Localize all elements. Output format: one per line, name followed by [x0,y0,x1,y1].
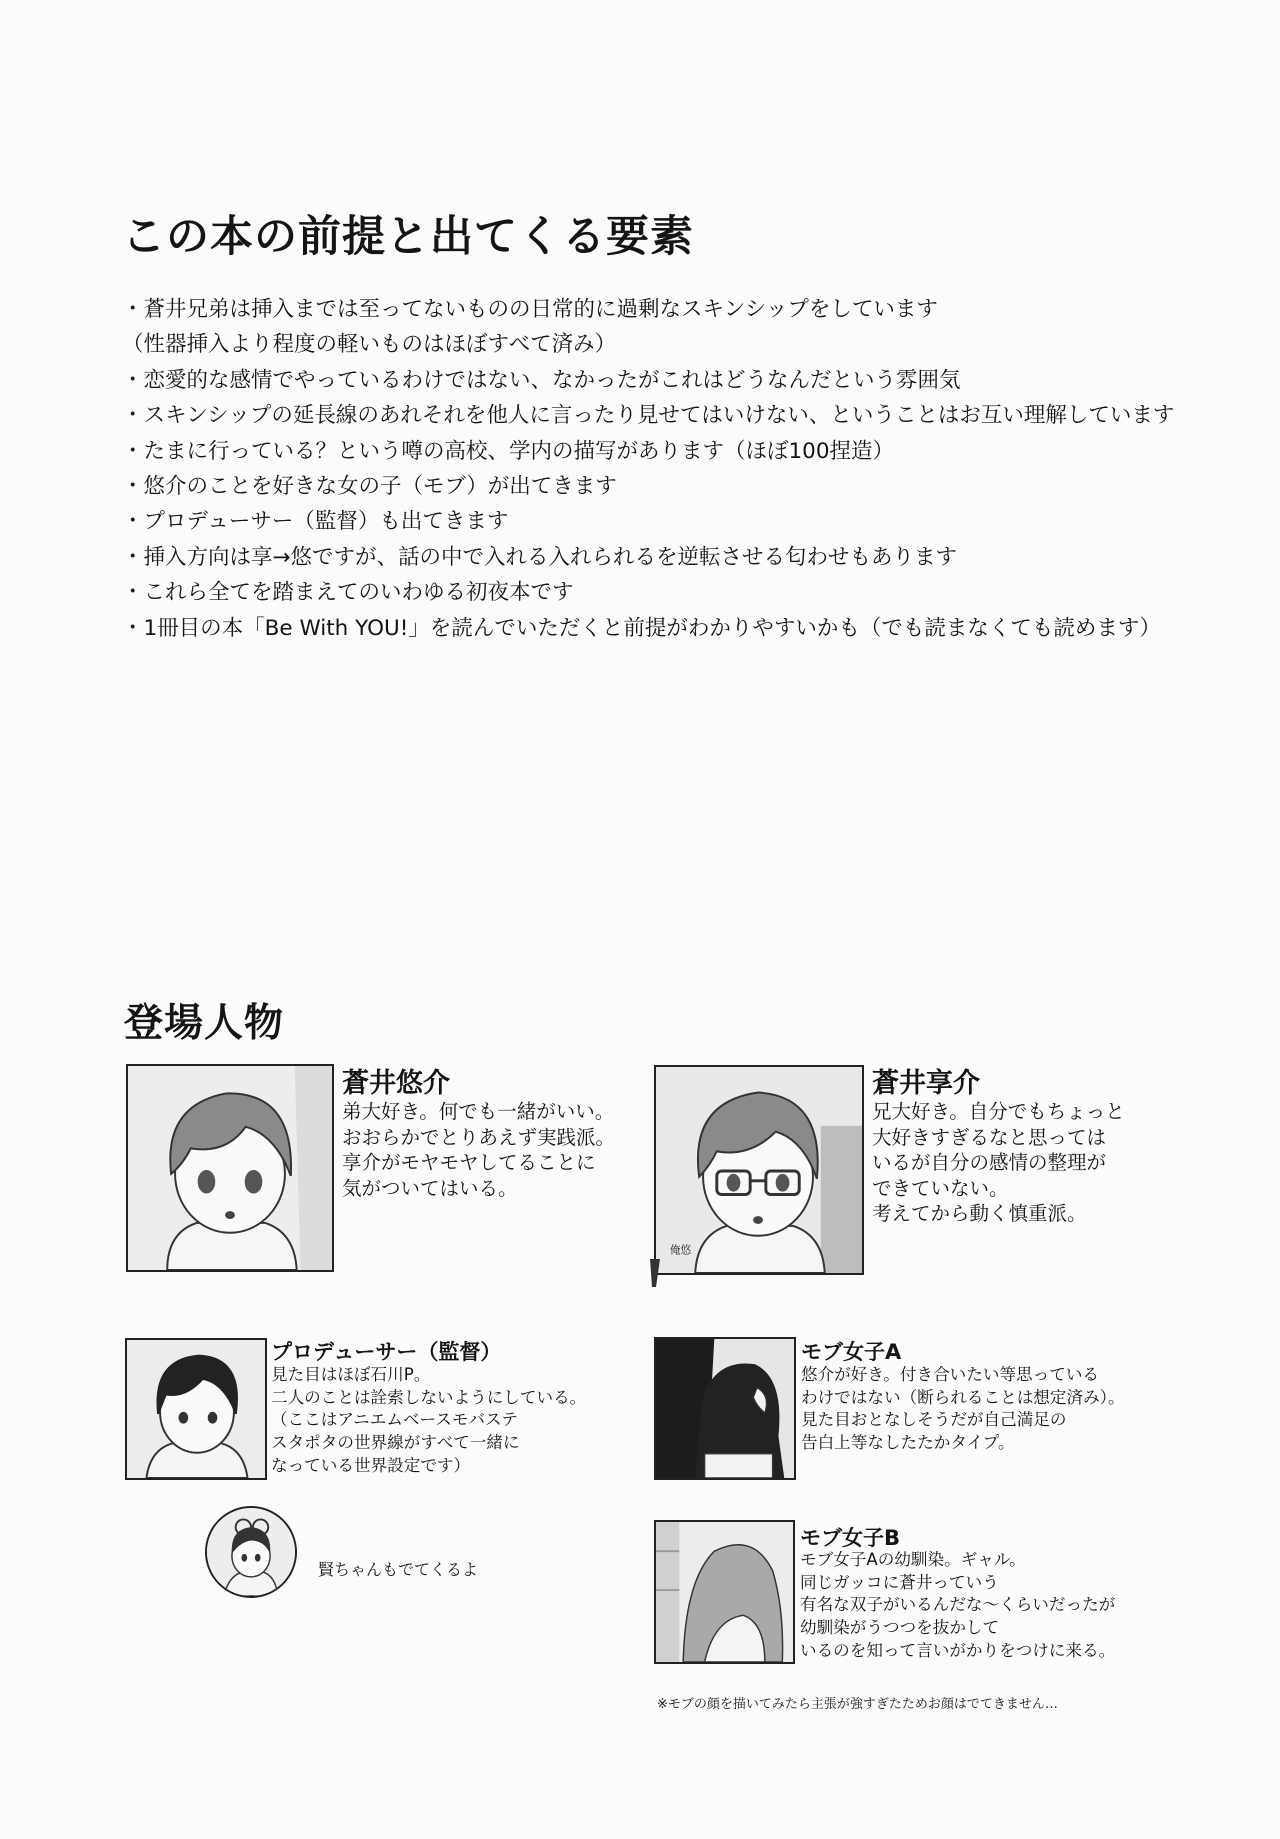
producer-portrait [125,1338,267,1480]
premise-item: ・恋愛的な感情でやっているわけではない、なかったがこれはどうなんだという雰囲気 [122,367,961,393]
premise-item: ・悠介のことを好きな女の子（モブ）が出てきます [122,473,617,499]
premise-item: ・挿入方向は享→悠ですが、話の中で入れる入れられるを逆転させる匂わせもあります [122,544,958,570]
description-line: 二人のことは詮索しないようにしている。 [271,1387,587,1407]
premise-item: （性器挿入より程度の軽いものはほぼすべて済み） [122,332,617,358]
description-line: モブ女子Aの幼馴染。ギャル。 [800,1550,1026,1569]
characters-heading: 登場人物 [124,1001,285,1046]
description-line: 幼馴染がうつつを抜かして [800,1618,1000,1638]
mob-a-portrait [654,1337,796,1480]
mob-b-portrait [654,1520,795,1664]
character-name: プロデューサー（監督） [271,1340,502,1364]
description-line: 考えてから動く慎重派。 [872,1202,1087,1225]
description-line: （ここはアニエムベースモバステ [271,1410,518,1430]
description-line: 同じガッコに蒼井っていう [800,1572,999,1592]
premise-item: ・スキンシップの延長線のあれそれを他人に言ったり見せてはいけない、ということはお互い理解しています [122,403,1175,429]
character-description [800,1549,1115,1663]
description-line: 悠介が好き。付き合いたい等思っている [801,1365,1100,1384]
description-line: 弟大好き。何でも一緒がいい。 [342,1100,615,1123]
premise-item: ・たまに行っている？という噂の高校、学内の描写があります（ほぼ100捏造） [122,438,895,464]
description-line: できていない。 [872,1176,1009,1200]
description-line: 享介がモヤモヤしてることに [342,1151,596,1174]
description-line: 見た目おとなしそうだが自己満足の [801,1410,1067,1430]
description-line: なっている世界設定です） [271,1455,471,1475]
description-line: 見た目はほぼ石川P。 [271,1365,431,1384]
description-line: 気がついてはいる。 [342,1176,518,1200]
character-name: 蒼井享介 [872,1068,980,1099]
character-description [872,1099,1125,1227]
description-line: 告白上等なしたたかタイプ。 [801,1433,1015,1453]
cameo-portrait [205,1506,297,1598]
description-line: いるが自分の感情の整理が [872,1151,1107,1174]
description-line: スタポタの世界線がすべて一緒に [271,1433,520,1453]
character-description [271,1364,586,1478]
character-description [342,1099,615,1201]
description-line: おおらかでとりあえず実践派。 [342,1125,616,1149]
description-line: 有名な双子がいるんだな〜くらいだったが [800,1595,1116,1615]
character-name: モブ女子A [801,1340,902,1364]
premise-heading: この本の前提と出てくる要素 [122,212,694,262]
description-line: 兄大好き。自分でもちょっと [872,1100,1125,1123]
description-line: 大好きすぎるなと思っては [872,1125,1107,1149]
character-description [801,1364,1125,1455]
premise-list [122,292,1175,646]
footnote: ※モブの顔を描いてみたら主張が強すぎたためお顔はでてきません… [657,1697,1058,1712]
description-line: わけではない（断られることは想定済み）。 [801,1387,1125,1407]
description-line: いるのを知って言いがかりをつけに来る。 [800,1640,1116,1660]
character-name: モブ女子B [800,1526,901,1550]
cameo-caption: 賢ちゃんもでてくるよ [318,1560,479,1579]
sweat-mark-icon [648,1257,662,1289]
premise-item: ・1冊目の本「Be With YOU!」を読んでいただくと前提がわかりやすいかも（でも読まなくても読めます） [122,615,1161,641]
character-name: 蒼井悠介 [342,1068,450,1099]
premise-item: ・蒼井兄弟は挿入までは至ってないものの日常的に過剰なスキンシップをしています [122,297,938,322]
premise-item: ・プロデューサー（監督）も出てきます [122,509,509,535]
premise-item: ・これら全てを踏まえてのいわゆる初夜本です [122,580,574,606]
panel-caption: 俺悠 [669,1243,692,1257]
yusuke-portrait [126,1064,334,1272]
kyosuke-portrait [654,1065,864,1275]
